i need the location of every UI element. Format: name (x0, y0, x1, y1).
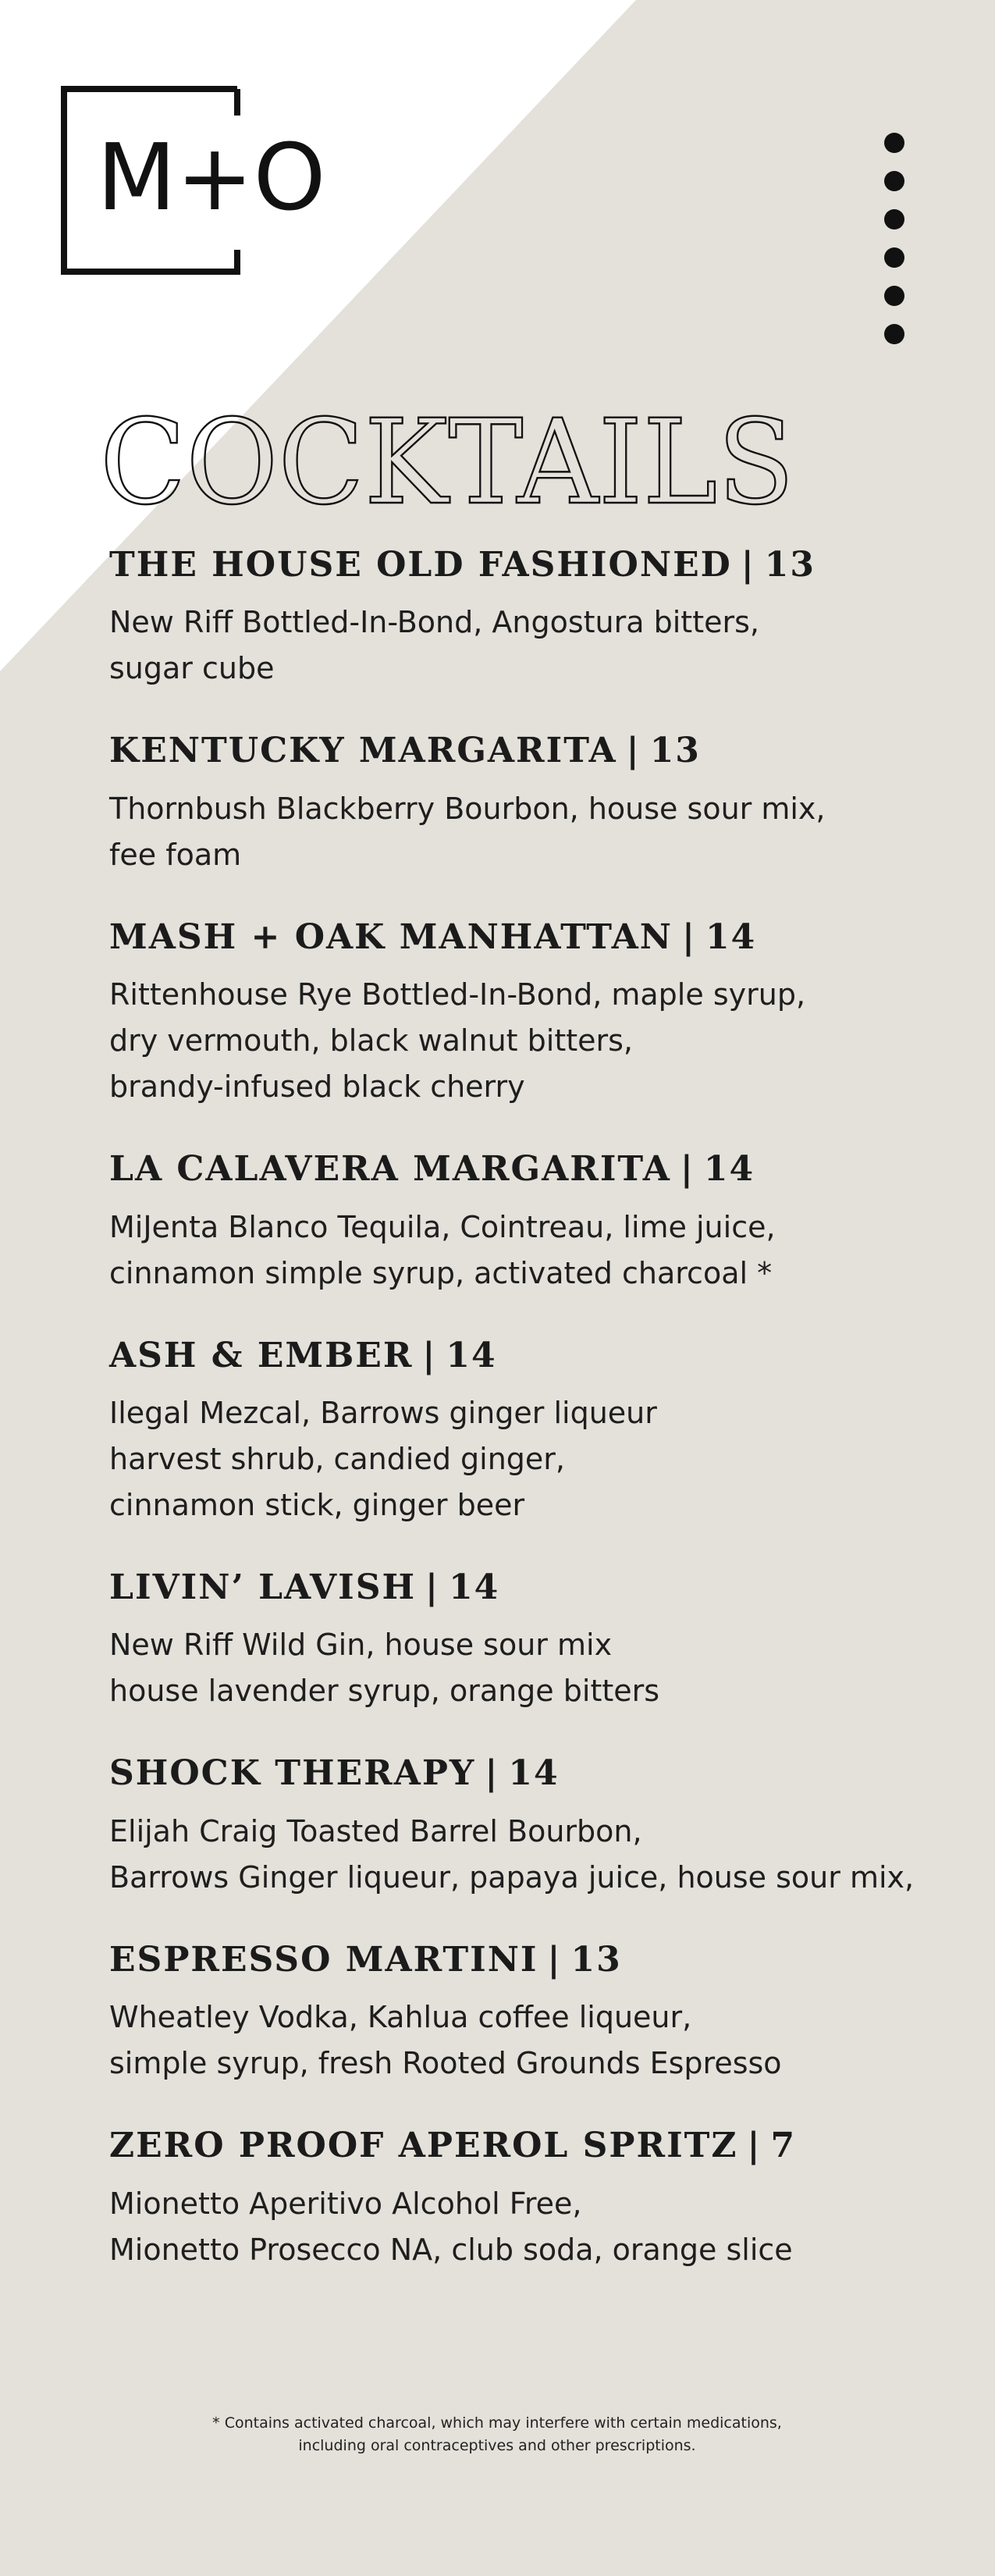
description-line: brandy-infused black cherry (109, 1069, 525, 1105)
dot (884, 324, 904, 344)
description-line: MiJenta Blanco Tequila, Cointreau, lime juice, (109, 1209, 776, 1244)
price-separator: | (485, 1753, 499, 1794)
menu-item-price: 7 (770, 2126, 797, 2166)
menu-item-title (109, 1337, 890, 1375)
description-line: simple syrup, fresh Rooted Grounds Espresso (109, 2046, 782, 2081)
description-line: Barrows Ginger liqueur, papaya juice, house sour mix, (109, 1859, 915, 1895)
menu-item-title (109, 916, 890, 957)
menu-item-name: KENTUCKY MARGARITA (109, 731, 617, 771)
description-line: Mionetto Prosecco NA, club soda, orange slice (109, 2232, 793, 2267)
menu-item-description (109, 2181, 890, 2273)
dot (884, 171, 904, 191)
menu-item-name: ZERO PROOF APEROL SPRITZ (109, 2126, 738, 2166)
title-text: COCKTAILS (100, 395, 794, 531)
menu-item (109, 1941, 890, 2087)
menu-item-price: 14 (705, 916, 757, 957)
menu-item-description (109, 1622, 890, 1714)
description-line: sugar cube (109, 651, 275, 686)
description-line: house lavender syrup, orange bitters (109, 1674, 660, 1709)
menu-item (109, 2127, 890, 2272)
menu-item-title (109, 1569, 890, 1606)
menu-item-description (109, 1994, 890, 2087)
menu-item-name: LIVIN’ LAVISH (109, 1567, 417, 1607)
description-line: Wheatley Vodka, Kahlua coffee liqueur, (109, 2000, 692, 2035)
menu-item (109, 1753, 915, 1900)
price-separator: | (747, 2126, 762, 2166)
menu-item-price: 14 (449, 1567, 500, 1607)
menu-item-price: 14 (446, 1335, 497, 1375)
cocktail-list (109, 545, 915, 2314)
logo-text: M+O (97, 123, 326, 231)
menu-item-price: 14 (703, 1149, 755, 1190)
description-line: fee foam (109, 837, 242, 872)
menu-item (109, 546, 890, 692)
menu-item-title (109, 732, 890, 770)
menu-item-title (109, 1755, 890, 1792)
description-line: cinnamon stick, ginger beer (109, 1487, 525, 1522)
dot (884, 133, 904, 153)
dot (884, 209, 904, 229)
price-separator: | (681, 916, 696, 957)
menu-item-price: 13 (570, 1939, 622, 1980)
menu-item-name: ASH & EMBER (109, 1335, 414, 1375)
description-line: New Riff Wild Gin, house sour mix (109, 1628, 613, 1663)
menu-item-title (109, 1151, 890, 1188)
menu-item-title (109, 1941, 890, 1979)
price-separator: | (741, 545, 755, 585)
description-line: New Riff Bottled-In-Bond, Angostura bitters, (109, 605, 759, 640)
description-line: dry vermouth, black walnut bitters, (109, 1023, 633, 1059)
price-separator: | (680, 1149, 695, 1190)
dot (884, 286, 904, 306)
menu-item-name: SHOCK THERAPY (109, 1753, 476, 1794)
menu-item-description (109, 1809, 915, 1901)
footnote-line: * Contains activated charcoal, which may interfere with certain medications, (212, 2414, 782, 2432)
description-line: Thornbush Blackberry Bourbon, house sour mix, (109, 791, 826, 826)
menu-item-description (109, 786, 890, 878)
brand-logo (59, 84, 326, 276)
menu-item-name: THE HOUSE OLD FASHIONED (109, 545, 732, 585)
menu-item-title (109, 2127, 890, 2165)
menu-item-description (109, 972, 890, 1110)
footnote-line: including oral contraceptives and other prescriptions. (298, 2437, 696, 2454)
price-separator: | (547, 1939, 562, 1980)
description-line: Elijah Craig Toasted Barrel Bourbon, (109, 1813, 642, 1848)
menu-item-name: MASH + OAK MANHATTAN (109, 916, 673, 957)
description-line: harvest shrub, candied ginger, (109, 1441, 565, 1476)
price-separator: | (422, 1335, 437, 1375)
menu-item-description (109, 1390, 890, 1528)
menu-item (109, 1337, 890, 1528)
vertical-dots-icon[interactable] (884, 133, 906, 362)
menu-item-price: 13 (764, 545, 816, 585)
page-title (100, 395, 802, 531)
menu-item-description (109, 1204, 890, 1297)
dot (884, 247, 904, 268)
menu-item-name: ESPRESSO MARTINI (109, 1939, 538, 1980)
footnote (107, 2412, 887, 2457)
price-separator: | (425, 1567, 440, 1607)
menu-item (109, 916, 890, 1110)
menu-item-description (109, 600, 890, 692)
menu-item-price: 14 (508, 1753, 560, 1794)
menu-item (109, 1569, 890, 1714)
menu-item-price: 13 (649, 731, 701, 771)
description-line: Ilegal Mezcal, Barrows ginger liqueur (109, 1395, 657, 1430)
description-line: Mionetto Aperitivo Alcohol Free, (109, 2186, 582, 2221)
menu-item-name: LA CALAVERA MARGARITA (109, 1149, 671, 1190)
price-separator: | (626, 731, 641, 771)
menu-item (109, 1151, 890, 1296)
menu-item (109, 732, 890, 877)
menu-item-title (109, 546, 890, 584)
description-line: cinnamon simple syrup, activated charcoal * (109, 1255, 773, 1290)
description-line: Rittenhouse Rye Bottled-In-Bond, maple syrup, (109, 977, 806, 1012)
